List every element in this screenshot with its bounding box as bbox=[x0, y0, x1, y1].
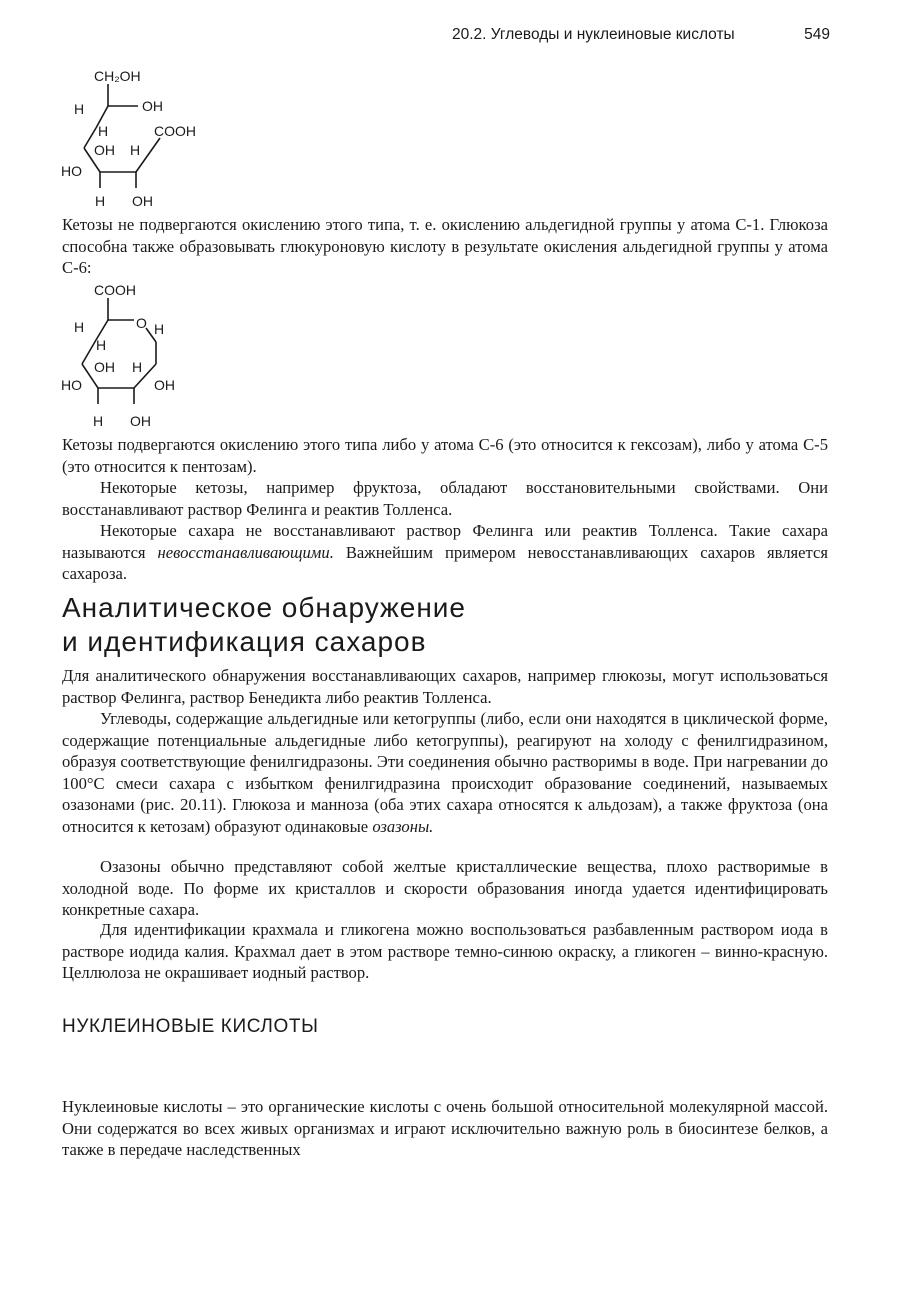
structural-formula-1 bbox=[56, 66, 226, 214]
term-osazones: озазоны. bbox=[372, 816, 434, 836]
running-head-section: 20.2. Углеводы и нуклеиновые кислоты bbox=[452, 26, 735, 43]
section-heading-line2: и идентификация сахаров bbox=[62, 626, 427, 657]
paragraph-text: Некоторые сахара не восстанавливают раствор Фелинга или реактив Толленса. Такие сахара называются bbox=[62, 521, 828, 562]
formula-2-label: H bbox=[154, 321, 165, 337]
formula-2-label: H bbox=[132, 359, 143, 375]
paragraph-iodine-test: Для идентификации крахмала и гликогена можно воспользоваться разбавленным раствором иода в растворе иодида калия. Крахмал дает в этом растворе темно-синюю окраску, а гликоген – винно-красную. Целлюлоза не окрашивает иодный раствор. bbox=[62, 920, 828, 983]
paragraph-ketose-oxidation: Кетозы не подвергаются окислению этого типа, т. е. окислению альдегидной группы у атома С-1. Глюкоза способна также образовывать глюкуроновую кислоту в результате окисления альдегидной группы у атома С-6: bbox=[62, 215, 828, 278]
section-heading bbox=[62, 591, 762, 659]
formula-1-label: H bbox=[74, 101, 85, 117]
paragraph-analytical-detection: Для аналитического обнаружения восстанавливающих сахаров, например глюкозы, могут использоваться раствор Фелинга, раствор Бенедикта либо реактив Толленса. bbox=[62, 666, 828, 707]
formula-2-label: OH bbox=[154, 377, 175, 393]
formula-1-label: HO bbox=[61, 163, 82, 179]
paragraph-text: Важнейшим примером невосстанавливающих сахаров является сахароза. bbox=[62, 542, 828, 584]
chapter-heading: НУКЛЕИНОВЫЕ КИСЛОТЫ bbox=[62, 1016, 319, 1037]
paragraph-ketose-c6-c5: Кетозы подвергаются окислению этого типа либо у атома С-6 (это относится к гексозам), либо у атома С-5 (это относится к пентозам). bbox=[62, 435, 828, 476]
formula-2-label: H bbox=[93, 413, 104, 429]
formula-2-label: H bbox=[74, 319, 85, 335]
formula-1-label: H bbox=[130, 142, 141, 158]
paragraph-nonreducing-sugars bbox=[62, 520, 828, 585]
formula-2-label: O bbox=[136, 315, 147, 331]
formula-1-label: OH bbox=[132, 193, 153, 209]
formula-2-top-group: COOH bbox=[94, 282, 136, 298]
formula-1-top-group: CH₂OH bbox=[94, 68, 141, 84]
paragraph-nucleic-acids: Нуклеиновые кислоты – это органические кислоты с очень большой относительной молекулярной массой. Они содержатся во всех живых организмах и играют исключительно важную роль в биосинтезе белков, а также в передаче наследственных bbox=[62, 1097, 828, 1160]
term-nonreducing: невосстанавливающими. bbox=[157, 542, 334, 562]
formula-1-label: H bbox=[95, 193, 106, 209]
formula-2-label: HO bbox=[61, 377, 82, 393]
paragraph-osazones-properties: Озазоны обычно представляют собой желтые кристаллические вещества, плохо растворимые в холодной воде. По форме их кристаллов и скорости образования иногда удается идентифицировать конкретные сахара. bbox=[62, 857, 828, 920]
formula-2-label: H bbox=[96, 337, 107, 353]
formula-1-label: H bbox=[98, 123, 109, 139]
paragraph-fructose: Некоторые кетозы, например фруктоза, обладают восстановительными свойствами. Они восстанавливают раствор Фелинга и реактив Толленса. bbox=[62, 478, 828, 519]
paragraph-text: Углеводы, содержащие альдегидные или кетогруппы (либо, если они находятся в циклической форме, содержащие потенциальные альдегидные либо кетогруппы), реагируют на холоду с фенилгидразином, образуя соответствующие фенилгидразоны. Эти соединения обычно растворимы в воде. При нагревании до 100°С смеси сахара с избытком фенилгидразина происходит образование соединений, называемых озазонами (рис. 20.11). Глюкоза и манноза (оба этих сахара относятся к альдозам), а также фруктоза (она относится к кетозам) образуют одинаковые bbox=[62, 709, 828, 836]
running-head bbox=[452, 26, 830, 44]
formula-1-label: OH bbox=[142, 98, 163, 114]
page-number: 549 bbox=[804, 26, 830, 43]
formula-1-label: COOH bbox=[154, 123, 196, 139]
formula-2-label: OH bbox=[94, 359, 115, 375]
paragraph-osazones-formation bbox=[62, 708, 828, 838]
formula-1-label: OH bbox=[94, 142, 115, 158]
structural-formula-2 bbox=[56, 280, 226, 430]
formula-2-bonds bbox=[82, 298, 156, 404]
formula-2-label: OH bbox=[130, 413, 151, 429]
section-heading-line1: Аналитическое обнаружение bbox=[62, 592, 466, 623]
